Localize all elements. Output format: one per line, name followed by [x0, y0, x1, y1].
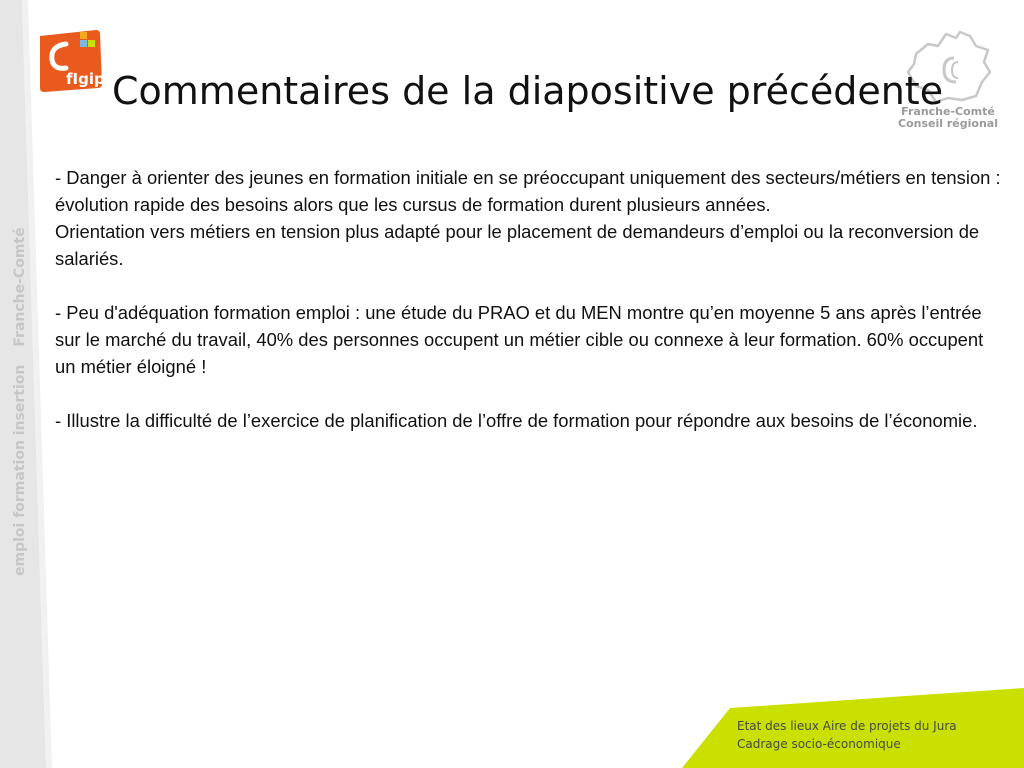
sidebar-text-region: Franche-Comté: [12, 227, 28, 347]
region-logo-line2: Conseil régional: [898, 117, 998, 130]
region-logo-line1: Franche-Comté: [901, 105, 995, 118]
body-paragraph-1: - Danger à orienter des jeunes en formation initiale en se préoccupant uniquement des secteurs/métiers en tension : évolution rapide des besoins alors que les cursus de formation durent plusieurs années.: [55, 167, 1001, 215]
footer-line-2: Cadrage socio-économique: [737, 737, 901, 751]
footer-text: [737, 717, 957, 753]
body-paragraph-2: Orientation vers métiers en tension plus adapté pour le placement de demandeurs d’emploi ou la reconversion de salariés.: [55, 221, 980, 269]
body-paragraph-3: - Peu d'adéquation formation emploi : une étude du PRAO et du MEN montre qu’en moyenne 5 ans après l’entrée sur le marché du travail, 40% des personnes occupent un métier cible ou connexe à leur formation. 60% occupent un métier éloigné !: [55, 302, 984, 377]
slide-title: Commentaires de la diapositive précédente: [112, 69, 944, 113]
body-paragraph-4: - Illustre la difficulté de l’exercice de planification de l’offre de formation pour répondre aux besoins de l’économie.: [55, 410, 978, 431]
sidebar-text-emploi: emploi formation insertion: [12, 364, 28, 576]
figip-logo-text: fIgip: [66, 70, 105, 88]
footer-line-1: Etat des lieux Aire de projets du Jura: [737, 719, 957, 733]
